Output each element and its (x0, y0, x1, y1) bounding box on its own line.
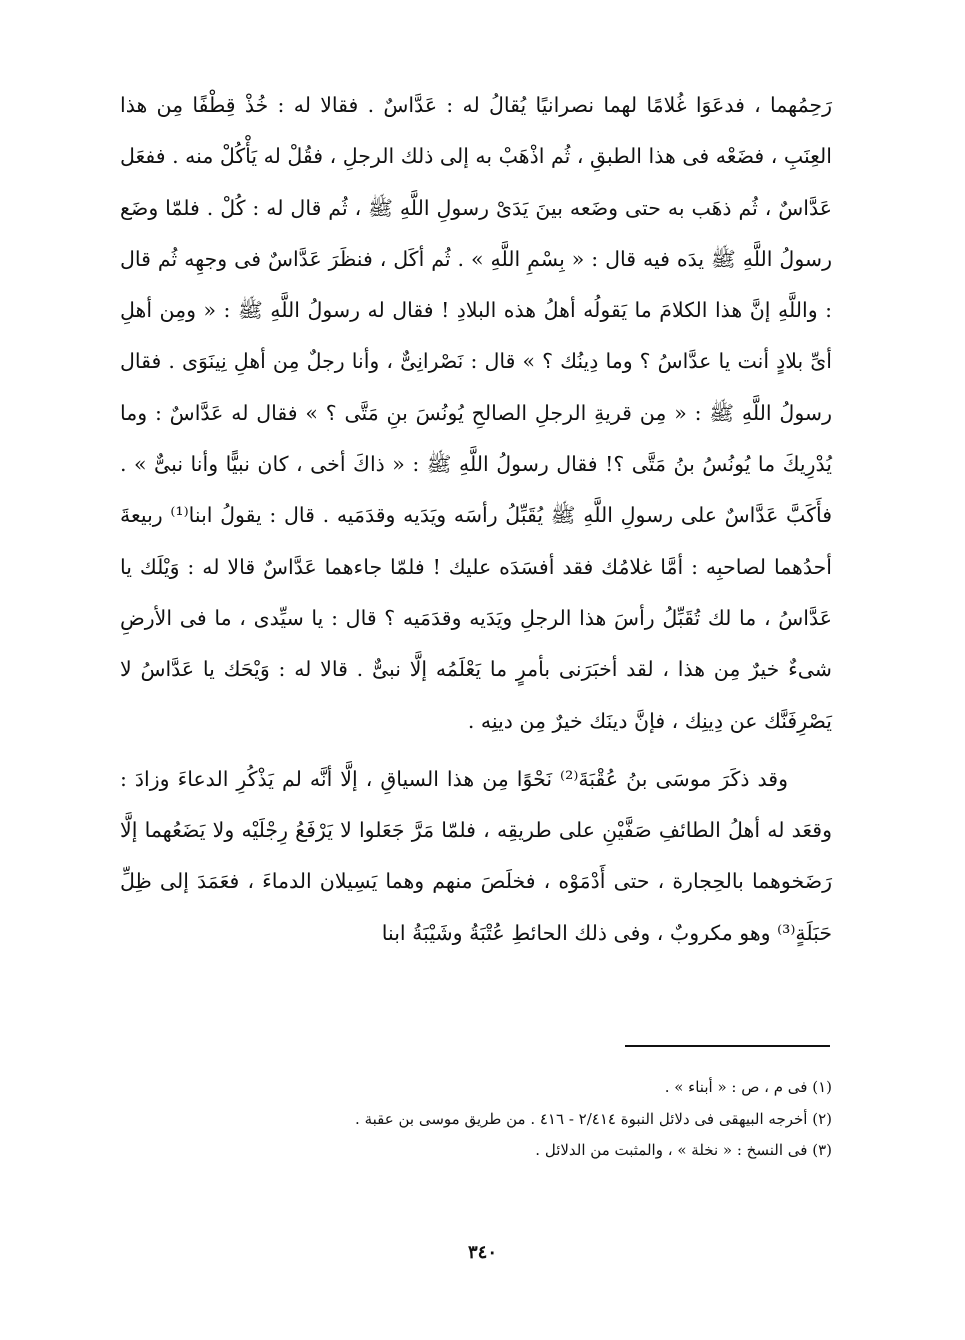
page-number: ٣٤٠ (467, 1242, 497, 1263)
footnote-separator (625, 1045, 830, 1047)
footnote-1: (١) فى م ، ص : « أبناء » . (664, 1078, 832, 1096)
paragraph-2: وقد ذكَرَ موسَى بنُ عُقْبَةَ⁽²⁾ نَحْوًا مِن هذا السياقِ ، إلَّا أنَّه لم يَذْكُرِ الدعاءَ وزادَ : وقعَد له أهلُ الطائفِ صَفَّيْنِ على طريقِه ، فلمّا مَرَّ جَعَلوا لا يَرْفَعُ رِجْلَيْه ولا يَضَعُهما إلَّا رَضَخوهما بالحِجارة ، حتى أَدْمَوْه ، فخلَصَ منهم وهما يَسِيلان الدماءَ ، فعَمَدَ إلى ظِلِّ حَبَلَةٍ⁽³⁾ وهو مكروبٌ ، وفى ذلك الحائطِ عُتْبَةُ وشَيْبَةُ ابنا (120, 766, 832, 945)
footnote-3: (٣) فى النسخ : « نخلة » ، والمثبت من الدلائل . (535, 1141, 832, 1159)
paragraph-1: رَحِمُهما ، فدعَوَا غُلامًا لهما نصرانيًا يُقالُ له : عَدَّاسٌ . فقالا له : خُذْ قِطْفًا مِن هذا العِنَبِ ، فضَعْه فى هذا الطبقِ ، ثُم اذْهَبْ به إلى ذلك الرجلِ ، فقُلْ له يَأْكُلْ منه . ففعَل عَدَّاسٌ ، ثُم ذهَب به حتى وضَعه بينَ يَدَىْ رسولِ اللَّهِ ﷺ ، ثُم قال له : كُلْ . فلمّا وضَع رسولُ اللَّهِ ﷺ يدَه فيه قال : « بِسْمِ اللَّهِ » . ثُم أكَل ، فنظَرَ عَدَّاسٌ فى وجهِه ثُم قال : واللَّهِ إنَّ هذا الكلامَ ما يَقولُه أهلُ هذه البلادِ ! فقال له رسولُ اللَّهِ ﷺ : « ومِن أهلِ أىِّ بلادٍ أنت يا عدَّاسُ ؟ وما دِينُك ؟ » قال : نَصْرانِىٌّ ، وأنا رجلٌ مِن أهلِ نِينَوَى . فقال رسولُ اللَّهِ ﷺ : « مِن قريةِ الرجلِ الصالحِ يُونُسَ بنِ مَتَّى ؟ » فقال له عَدَّاسٌ : وما يُدْرِيكَ ما يُونُسُ بنُ مَتَّى ؟! فقال رسولُ اللَّهِ ﷺ : « ذاكَ أخى ، كان نبيًّا وأنا نبىٌّ » . فأَكَبَّ عَدَّاسٌ على رسولِ اللَّهِ ﷺ يُقَبِّلُ رأسَه ويَدَيه وقدَمَيه . قال : يقولُ ابنا⁽¹⁾ ربيعةَ أحدُهما لصاحبِه : أمَّا غلامُك فقد أفسَدَه عليك ! فلمّا جاءهما عَدَّاسٌ قالا له : وَيْلَك يا عَدَّاسُ ، ما لك تُقَبِّلُ رأسَ هذا الرجلِ ويَدَيه وقدَمَيه ؟ قال : يا سيِّدى ، ما فى الأرضِ شىءٌ خيرٌ مِن هذا ، لقد أخبَرَنى بأمرٍ ما يَعْلَمُه إلَّا نبىٌّ . قالا له : وَيْحَك يا عَدَّاسُ لا يَصْرِفَنَّك عن دِينِك ، فإنَّ دينَك خيرٌ مِن دينِه . (120, 93, 832, 733)
footnote-2: (٢) أخرجه البيهقى فى دلائل النبوة ٢/٤١٤ - ٤١٦ . من طريق موسى بن عقبة . (355, 1109, 832, 1128)
main-text (120, 80, 832, 959)
footnotes (120, 1072, 832, 1167)
